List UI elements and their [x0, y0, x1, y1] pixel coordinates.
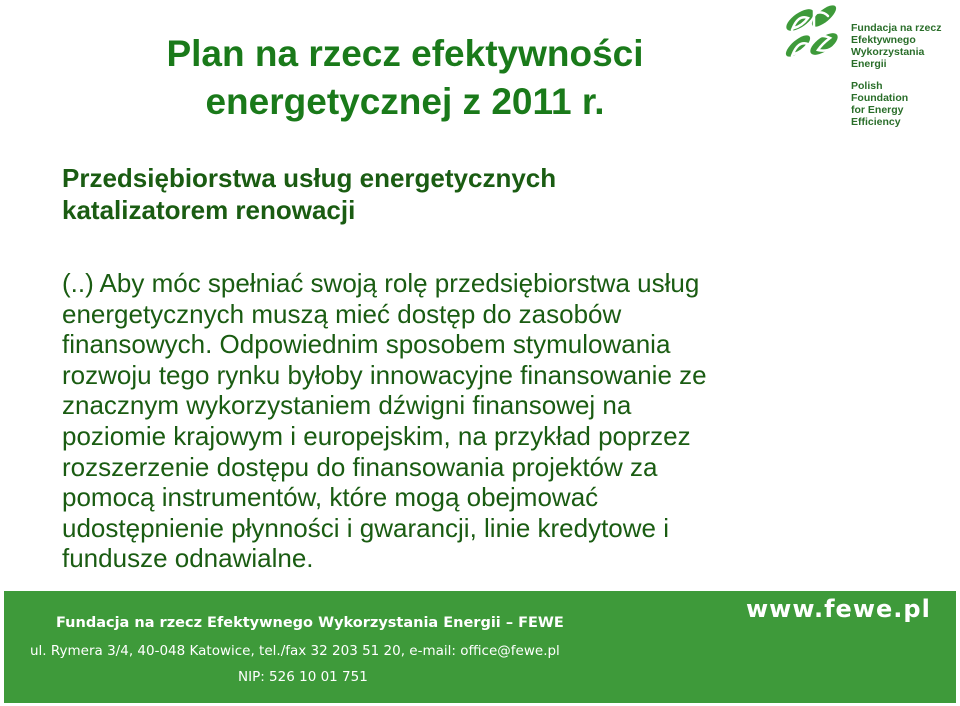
- logo-text-line: Fundacja na rzecz: [851, 22, 942, 34]
- body-line: (..) Aby móc spełniać swoją rolę przedsiębiorstwa usług: [62, 268, 700, 298]
- body-line: rozszerzenie dostępu do finansowania projektów za: [62, 451, 658, 482]
- logo-text-line: Energii: [851, 58, 887, 70]
- footer-bar: [4, 591, 956, 703]
- subtitle-line-2: katalizatorem renowacji: [62, 195, 356, 225]
- footer-organization: Fundacja na rzecz Efektywnego Wykorzystania Energii – FEWE: [56, 615, 564, 631]
- title-line-2: energetycznej z 2011 r.: [205, 81, 605, 122]
- body-line: znacznym wykorzystaniem dźwigni finansowej na: [62, 390, 632, 421]
- logo-text-line: Efficiency: [851, 116, 901, 128]
- website-link[interactable]: www.fewe.pl: [746, 595, 931, 623]
- logo-text-line: Efektywnego: [851, 34, 916, 46]
- body-line: poziomie krajowym i europejskim, na przykład poprzez: [62, 420, 691, 451]
- fewe-logo-mark-icon: [778, 0, 848, 70]
- logo-text-line: for Energy: [851, 104, 904, 116]
- footer-nip: NIP: 526 10 01 751: [238, 669, 368, 685]
- footer-address: ul. Rymera 3/4, 40-048 Katowice, tel./fax 32 203 51 20, e-mail: office@fewe.pl: [30, 643, 560, 659]
- body-line: rozwoju tego rynku byłoby innowacyjne finansowanie ze: [62, 359, 707, 390]
- body-line: finansowych. Odpowiednim sposobem stymulowania: [62, 329, 671, 360]
- body-line: fundusze odnawialne.: [62, 543, 314, 574]
- logo-text-english: [851, 80, 960, 128]
- body-text: [62, 268, 862, 574]
- slide-subtitle: [62, 162, 762, 226]
- title-line-1: Plan na rzecz efektywności: [166, 33, 644, 74]
- logo-text-line: Wykorzystania: [851, 46, 925, 58]
- logo-text-line: Polish: [851, 80, 883, 92]
- body-line: energetycznych muszą mieć dostęp do zasobów: [62, 298, 622, 329]
- body-line: udostępnienie płynności i gwarancji, linie kredytowe i: [62, 512, 670, 543]
- logo-text-line: Foundation: [851, 92, 909, 104]
- fewe-logo: [778, 0, 953, 130]
- subtitle-line-1: Przedsiębiorstwa usług energetycznych: [62, 163, 557, 193]
- logo-text-polish: [851, 22, 960, 70]
- slide-title: [60, 30, 750, 126]
- body-line: pomocą instrumentów, które mogą obejmować: [62, 482, 599, 513]
